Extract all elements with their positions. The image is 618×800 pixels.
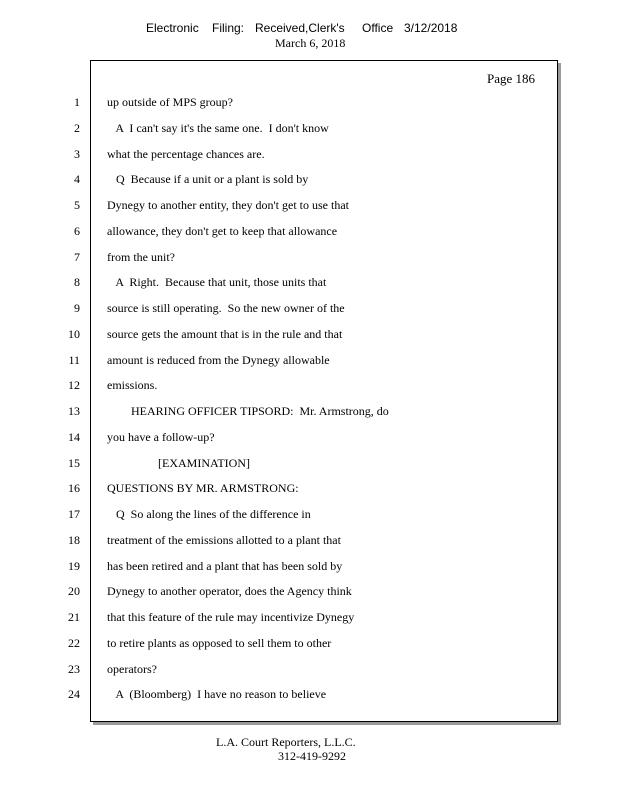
line-text: Q Because if a unit or a plant is sold by [107, 172, 309, 186]
line-text: QUESTIONS BY MR. ARMSTRONG: [107, 481, 299, 495]
line-number: 1 [74, 95, 80, 109]
stamp-word: Filing: [212, 21, 245, 35]
line-text: [EXAMINATION] [107, 456, 250, 470]
line-number: 22 [68, 636, 80, 650]
line-text: A Right. Because that unit, those units that [107, 275, 327, 289]
reporter-phone: 312-419-9292 [278, 749, 346, 763]
line-number: 16 [68, 481, 80, 495]
filing-stamp [0, 19, 618, 53]
line-number: 14 [68, 430, 80, 444]
line-number: 15 [68, 456, 80, 470]
line-number: 4 [74, 172, 80, 186]
line-text: A (Bloomberg) I have no reason to believe [107, 687, 327, 701]
transcript-date: March 6, 2018 [275, 36, 346, 50]
line-number: 6 [74, 224, 80, 238]
line-text: to retire plants as opposed to sell them to other [107, 636, 332, 650]
line-text: you have a follow-up? [107, 430, 215, 444]
stamp-word: Office [362, 21, 394, 35]
stamp-word: Electronic [146, 21, 199, 35]
line-text: treatment of the emissions allotted to a plant that [107, 533, 341, 547]
line-text: operators? [107, 662, 157, 676]
line-number: 13 [68, 404, 80, 418]
line-number: 7 [74, 250, 80, 264]
line-number: 21 [68, 610, 80, 624]
line-number: 5 [74, 198, 80, 212]
reporter-company: L.A. Court Reporters, L.L.C. [216, 735, 356, 749]
line-number: 8 [74, 275, 80, 289]
line-number: 10 [68, 327, 80, 341]
line-text: source is still operating. So the new owner of the [107, 301, 345, 315]
page-number: Page 186 [487, 71, 536, 86]
stamp-word: Received,Clerk's [255, 21, 345, 35]
line-number: 20 [68, 584, 80, 598]
line-text: Q So along the lines of the difference in [107, 507, 311, 521]
line-number: 18 [68, 533, 80, 547]
line-number: 9 [74, 301, 80, 315]
line-number: 11 [68, 353, 80, 367]
line-text: allowance, they don't get to keep that allowance [107, 224, 338, 238]
line-number: 23 [68, 662, 80, 676]
line-text: Dynegy to another entity, they don't get to use that [107, 198, 349, 212]
line-text: A I can't say it's the same one. I don't know [107, 121, 329, 135]
line-text: up outside of MPS group? [107, 95, 233, 109]
line-text: has been retired and a plant that has been sold by [107, 559, 343, 573]
line-text: from the unit? [107, 250, 175, 264]
line-number: 24 [68, 687, 80, 701]
line-number: 19 [68, 559, 80, 573]
line-number: 12 [68, 378, 80, 392]
stamp-date: 3/12/2018 [404, 21, 458, 35]
line-text: that this feature of the rule may incentivize Dynegy [107, 610, 355, 624]
line-text: emissions. [107, 378, 158, 392]
line-number: 3 [74, 147, 80, 161]
line-text: amount is reduced from the Dynegy allowable [107, 353, 330, 367]
line-number: 17 [68, 507, 80, 521]
line-number: 2 [74, 121, 80, 135]
line-text: source gets the amount that is in the rule and that [107, 327, 343, 341]
line-text: HEARING OFFICER TIPSORD: Mr. Armstrong, do [107, 404, 389, 418]
line-text: what the percentage chances are. [107, 147, 265, 161]
line-text: Dynegy to another operator, does the Agency think [107, 584, 352, 598]
